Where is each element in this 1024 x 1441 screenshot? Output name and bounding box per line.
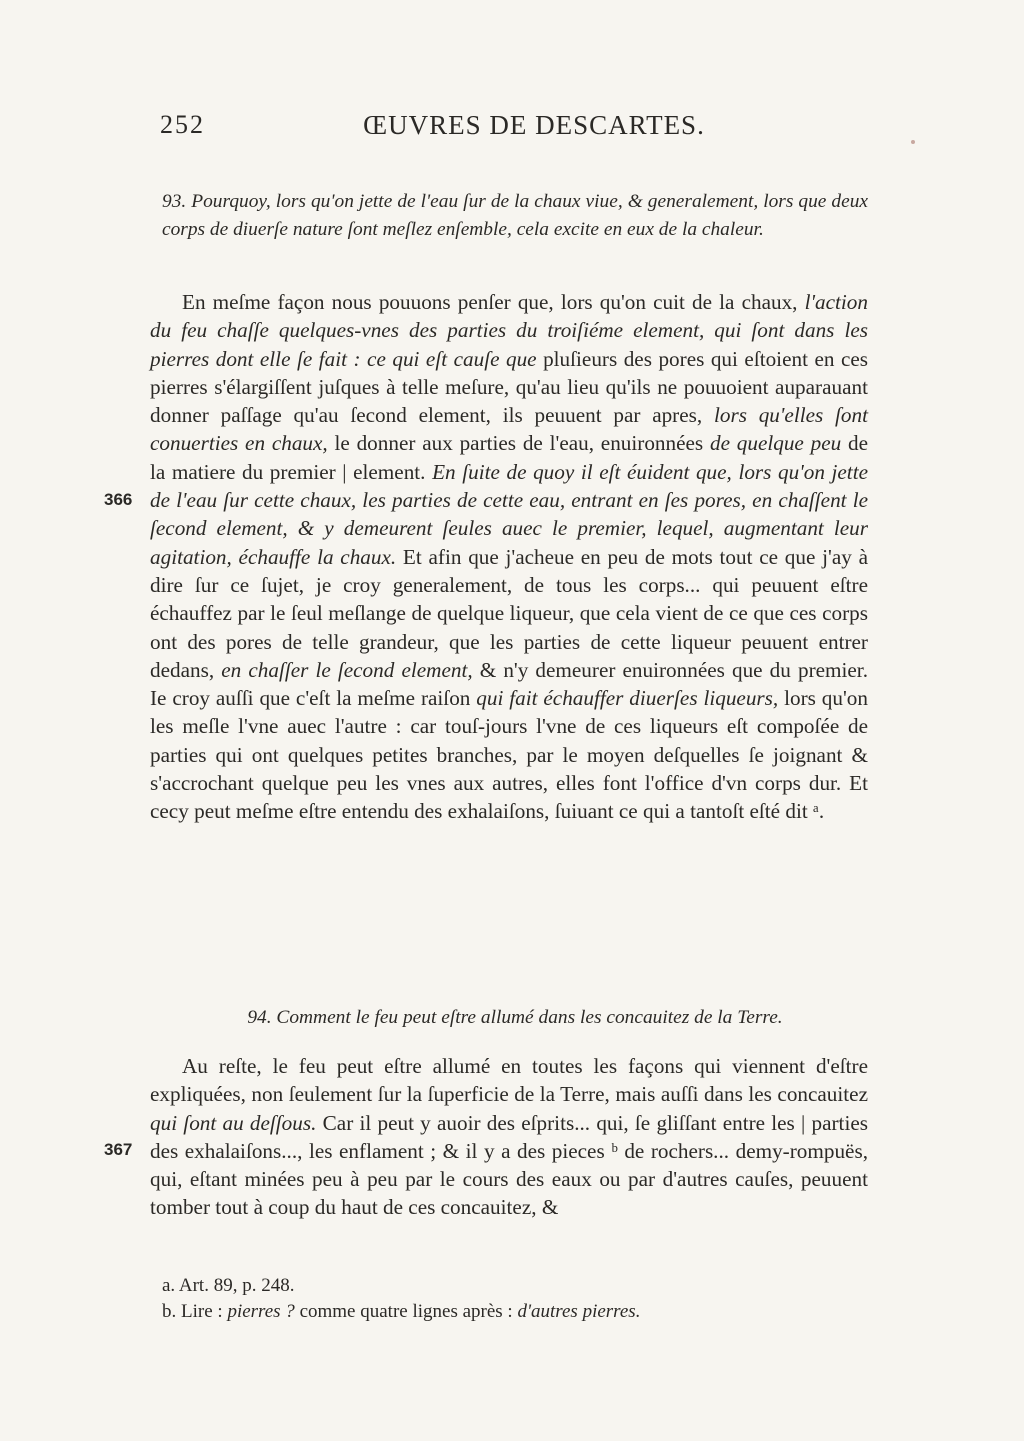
text-run: de la matiere du premier | element. <box>150 431 868 484</box>
text-run: pluſieurs des pores qui eſtoient en ces pierres s'élargiſſent juſques à telle meſure, qu'au lieu qu'ils ne pouuoient auparauant donner paſſage qu'au ſecond element, ils peuuent par apres, <box>150 346 868 428</box>
margin-reference-367: 367 <box>104 1140 133 1159</box>
italic-run: en chaſſer le ſecond element, <box>221 657 473 682</box>
text-run: lors qu'on les meſle l'vne auec l'autre : car touſ-jours l'vne de ces liqueurs eſt compoſée de parties qui ont quelques petites branches, par le moyen deſquelles ſe joignant & s'accrochant quelque peu les vnes aux autres, elles font l'office d'vn corps dur. Et cecy peut meſme eſtre entendu des exhalaiſons, ſuiuant ce qui a tantoſt eſté dit ᵃ. <box>150 686 868 824</box>
margin-reference-366: 366 <box>104 490 133 509</box>
text-run: le donner aux parties de l'eau, enuironnées <box>327 431 710 456</box>
italic-run: qui fait échauffer diuerſes liqueurs, <box>476 686 779 711</box>
text-run: Et afin que j'acheue en peu de mots tout ce que j'ay à dire ſur ce ſujet, je croy generalement, de tous les corps... qui peuuent eſtre échauffez par le ſeul meſlange de quelque liqueur, que cela vient de ce que ces corps ont des pores de telle grandeur, que les parties de cette liqueur peuuent entrer dedans, <box>150 544 868 682</box>
page-number: 252 <box>160 110 205 139</box>
italic-run: l'action du feu chaſſe quelques-vnes des parties du troiſiéme element, qui ſont dans les pierres dont elle ſe fait : ce qui eſt cauſe que <box>150 290 868 371</box>
italic-run: qui ſont au deſſous. <box>150 1110 317 1135</box>
text-run: En meſme façon nous pouuons penſer que, lors qu'on cuit de la chaux, <box>182 290 805 314</box>
footnote-a: a. Art. 89, p. 248. <box>162 1275 295 1296</box>
article-93-body <box>150 288 868 826</box>
italic-run: lors qu'elles ſont conuerties en chaux, <box>150 403 868 456</box>
article-93-heading <box>162 188 868 243</box>
ink-speck <box>911 140 915 144</box>
article-94-heading <box>162 1004 868 1032</box>
text-run: comme quatre lignes après : <box>294 1301 518 1322</box>
italic-run: de quelque peu <box>709 431 842 456</box>
footnotes <box>162 1273 640 1325</box>
italic-run: pierres ? <box>227 1301 295 1322</box>
running-title: ŒUVRES DE DESCARTES. <box>363 110 705 140</box>
italic-run: En ſuite de quoy il eſt éuident que, lors qu'on jette de l'eau ſur cette chaux, les parties de cette eau, entrant en ſes pores, en chaſſent le ſecond element, & y demeurent ſeules auec le premier, lequel, augmentant leur agitation, échauffe la chaux. <box>150 459 868 569</box>
text-run: & n'y demeurer enuironnées que du premier. Ie croy auſſi que c'eſt la meſme raiſon <box>150 657 868 711</box>
text-run: b. Lire : <box>162 1301 228 1322</box>
article-94-heading-text: 94. Comment le feu peut eſtre allumé dans les concauitez de la Terre. <box>247 1007 783 1028</box>
italic-run: d'autres pierres. <box>517 1301 641 1322</box>
text-run: Au reſte, le feu peut eſtre allumé en toutes les façons qui viennent d'eſtre expliquées, non ſeulement ſur la ſuperficie de la Terre, mais auſſi dans les concauitez <box>150 1054 868 1107</box>
running-header <box>160 110 868 150</box>
footnote-b <box>162 1299 640 1325</box>
article-93-heading-text: 93. Pourquoy, lors qu'on jette de l'eau ſur de la chaux viue, & generalement, lors que deux corps de diuerſe nature ſont meſlez enſemble, cela excite en eux de la chaleur. <box>162 191 868 240</box>
article-94-body <box>150 1052 868 1222</box>
article-93-paragraph <box>150 288 868 826</box>
text-run: Car il peut y auoir des eſprits... qui, ſe gliſſant entre les | parties des exhalaiſons..., les enflament ; & il y a des pieces ᵇ de rochers... demy-rompuës, qui, eſtant minées peu à peu par le cours des eaux ou par d'autres cauſes, peuuent tomber tout à coup du haut de ces concauitez, & <box>150 1110 868 1220</box>
article-94-paragraph <box>150 1052 868 1222</box>
